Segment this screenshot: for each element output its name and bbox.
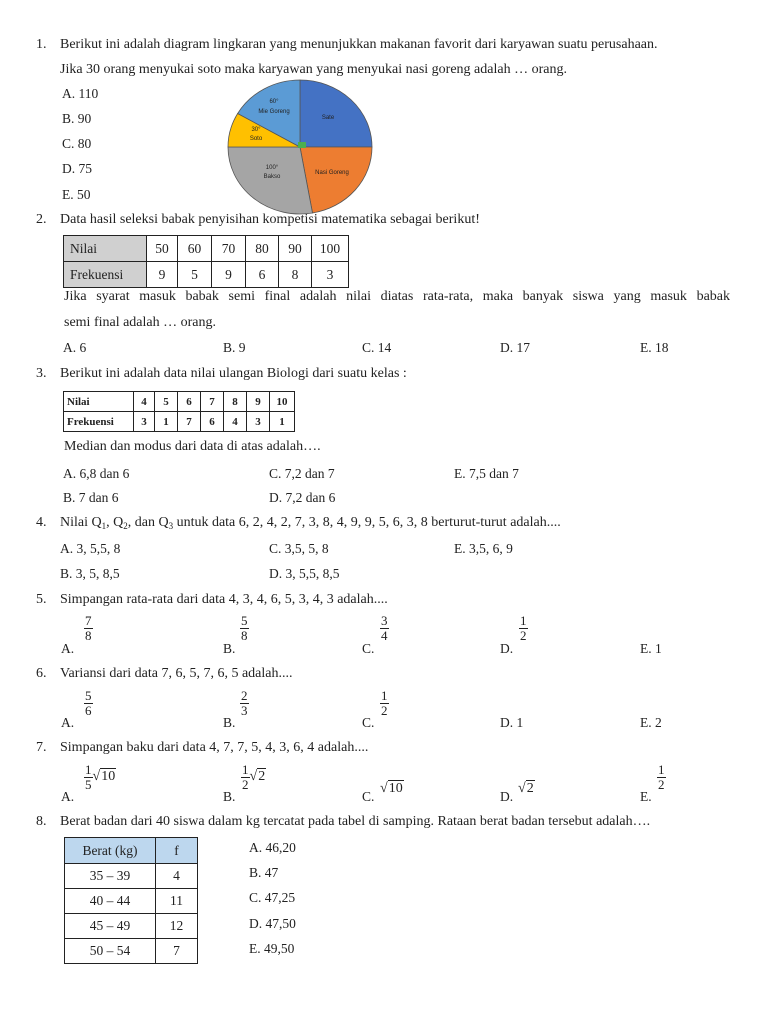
option-e: E. <box>640 789 652 804</box>
option-a: A. 6 <box>63 340 87 355</box>
question-text: Jika 30 orang menyukai soto maka karyawan yang menyukai nasi goreng adalah … orang. <box>60 62 567 77</box>
fraction: $\frac{7}{8}$ <box>85 613 92 643</box>
option-c: C. 14 <box>362 340 392 355</box>
fraction: $\frac{1}{2}$ <box>381 688 388 718</box>
option-b: B. 7 dan 6 <box>63 490 119 505</box>
data-table <box>64 837 198 964</box>
table-cell: 40 – 44 <box>65 889 156 914</box>
table-cell: 8 <box>279 262 312 288</box>
pie-label-mie-deg: 60° <box>269 99 279 105</box>
option-e: E. 7,5 dan 7 <box>454 466 519 481</box>
table-cell: 1 <box>155 412 178 432</box>
table-cell: 50 – 54 <box>65 939 156 964</box>
pie-label-mie: Mie Goreng <box>258 109 290 115</box>
sqrt-expression: √2 <box>518 781 534 796</box>
question-text: Berikut ini adalah diagram lingkaran yang menunjukkan makanan favorit dari karyawan suatu perusahaan. <box>60 37 658 52</box>
table-cell: 8 <box>224 392 247 412</box>
option-a: A. 110 <box>62 86 99 101</box>
question-number: 2. <box>36 212 47 227</box>
table-cell: 9 <box>147 262 178 288</box>
pie-label-sate: Sate <box>321 115 335 121</box>
question-number: 8. <box>36 814 47 829</box>
table-cell: 4 <box>224 412 247 432</box>
fraction: $\frac{3}{4}$ <box>381 613 388 643</box>
option-c: C. 47,25 <box>249 890 296 905</box>
sqrt-expression: √10 <box>380 781 403 796</box>
table-cell: 1 <box>270 412 295 432</box>
pie-label-soto-deg: 30° <box>251 127 261 133</box>
option-d: D. 1 <box>500 715 524 730</box>
question-text: Simpangan baku dari data 4, 7, 7, 5, 4, 3, 6, 4 adalah.... <box>60 740 369 755</box>
table-cell: 7 <box>201 392 224 412</box>
table-cell: 70 <box>212 236 246 262</box>
option-b: B. 9 <box>223 340 246 355</box>
table-cell: 35 – 39 <box>65 864 156 889</box>
pie-label-soto: Soto <box>249 136 263 142</box>
pie-slice-sate <box>300 80 372 147</box>
option-a: A. <box>61 715 75 730</box>
question-text: semi final adalah … orang. <box>64 315 217 330</box>
option-e: E. 1 <box>640 641 662 656</box>
option-c: C. <box>362 715 375 730</box>
question-number: 5. <box>36 592 47 607</box>
table-cell: 50 <box>147 236 178 262</box>
option-c: C. 3,5, 5, 8 <box>269 541 329 556</box>
option-a: A. <box>61 641 75 656</box>
pie-label-nasi: Nasi Goreng <box>315 170 349 176</box>
option-b: B. 3, 5, 8,5 <box>60 566 120 581</box>
question-text: Nilai $Q_1$, $Q_2$, dan $Q_3$ untuk data 6, 2, 4, 2, 7, 3, 8, 4, 9, 9, 5, 6, 3, 8 berturut-turut adalah.... <box>60 515 561 531</box>
pie-slice-bakso <box>228 147 313 214</box>
option-d: D. <box>500 641 514 656</box>
table-cell: 9 <box>247 392 270 412</box>
option-b: B. <box>223 641 236 656</box>
option-c: C. <box>362 641 375 656</box>
option-b: B. 90 <box>62 111 92 126</box>
option-d: D. 7,2 dan 6 <box>269 490 336 505</box>
fraction: $\frac{5}{8}$ <box>241 613 248 643</box>
fraction: $\frac{1}{2}$ <box>520 613 527 643</box>
pie-label-bakso-deg: 100° <box>265 165 279 171</box>
option-c: C. 7,2 dan 7 <box>269 466 335 481</box>
fraction: $\frac{1}{2}$ <box>658 762 665 792</box>
table-cell: 9 <box>212 262 246 288</box>
option-a: A. <box>61 789 75 804</box>
table-cell: 7 <box>178 412 201 432</box>
table-cell: 3 <box>312 262 349 288</box>
option-b: B. <box>223 789 236 804</box>
table-header-cell: Nilai <box>64 392 134 412</box>
data-table <box>63 235 349 288</box>
table-cell: 100 <box>312 236 349 262</box>
question-number: 3. <box>36 366 47 381</box>
fraction: $\frac{2}{3}$ <box>241 688 248 718</box>
fraction: $\frac{5}{6}$ <box>85 688 92 718</box>
table-header-cell: Frekuensi <box>64 412 134 432</box>
table-header-cell: Berat (kg) <box>65 838 156 864</box>
table-cell: 90 <box>279 236 312 262</box>
table-cell: 80 <box>246 236 279 262</box>
table-cell: 6 <box>178 392 201 412</box>
question-text: Variansi dari data 7, 6, 5, 7, 6, 5 adalah.... <box>60 666 293 681</box>
option-e: E. 49,50 <box>249 941 295 956</box>
option-b: B. 47 <box>249 865 279 880</box>
table-cell: 7 <box>156 939 198 964</box>
question-number: 6. <box>36 666 47 681</box>
question-number: 4. <box>36 515 47 530</box>
option-e: E. 18 <box>640 340 669 355</box>
table-cell: 5 <box>178 262 212 288</box>
question-number: 1. <box>36 37 47 52</box>
option-c: C. <box>362 789 375 804</box>
option-b: B. <box>223 715 236 730</box>
table-cell: 4 <box>156 864 198 889</box>
table-cell: 12 <box>156 914 198 939</box>
center-marker <box>298 142 306 148</box>
question-number: 7. <box>36 740 47 755</box>
option-a: A. 46,20 <box>249 840 296 855</box>
option-a: A. 6,8 dan 6 <box>63 466 130 481</box>
question-text: Median dan modus dari data di atas adalah…. <box>64 439 321 454</box>
option-a: A. 3, 5,5, 8 <box>60 541 121 556</box>
table-cell: 5 <box>155 392 178 412</box>
table-cell: 11 <box>156 889 198 914</box>
option-e: E. 3,5, 6, 9 <box>454 541 513 556</box>
question-text: Simpangan rata-rata dari data 4, 3, 4, 6, 5, 3, 4, 3 adalah.... <box>60 592 388 607</box>
option-d: D. 47,50 <box>249 916 296 931</box>
table-cell: 10 <box>270 392 295 412</box>
option-d: D. 75 <box>62 161 92 176</box>
question-text: Data hasil seleksi babak penyisihan kompetisi matematika sebagai berikut! <box>60 212 480 227</box>
table-header-cell: Frekuensi <box>64 262 147 288</box>
table-cell: 6 <box>201 412 224 432</box>
table-cell: 3 <box>247 412 270 432</box>
question-text: Jika syarat masuk babak semi final adalah nilai diatas rata-rata, maka banyak siswa yang masuk babak <box>64 289 730 304</box>
table-header-cell: Nilai <box>64 236 147 262</box>
table-cell: 3 <box>134 412 155 432</box>
table-cell: 4 <box>134 392 155 412</box>
pie-label-bakso: Bakso <box>263 174 281 180</box>
table-cell: 6 <box>246 262 279 288</box>
fraction-sqrt: $\frac{1}{2}$ √2 <box>242 762 266 792</box>
option-e: E. 2 <box>640 715 662 730</box>
question-text: Berat badan dari 40 siswa dalam kg tercatat pada tabel di samping. Rataan berat badan tersebut adalah…. <box>60 814 651 829</box>
fraction-sqrt: $\frac{1}{5}$ √10 <box>85 762 116 792</box>
pie-chart <box>222 76 378 218</box>
option-d: D. 17 <box>500 340 530 355</box>
table-header-cell: f <box>156 838 198 864</box>
data-table <box>63 391 295 432</box>
option-e: E. 50 <box>62 187 91 202</box>
table-cell: 45 – 49 <box>65 914 156 939</box>
option-d: D. <box>500 789 514 804</box>
option-c: C. 80 <box>62 136 92 151</box>
table-cell: 60 <box>178 236 212 262</box>
option-d: D. 3, 5,5, 8,5 <box>269 566 340 581</box>
question-text: Berikut ini adalah data nilai ulangan Biologi dari suatu kelas : <box>60 366 407 381</box>
